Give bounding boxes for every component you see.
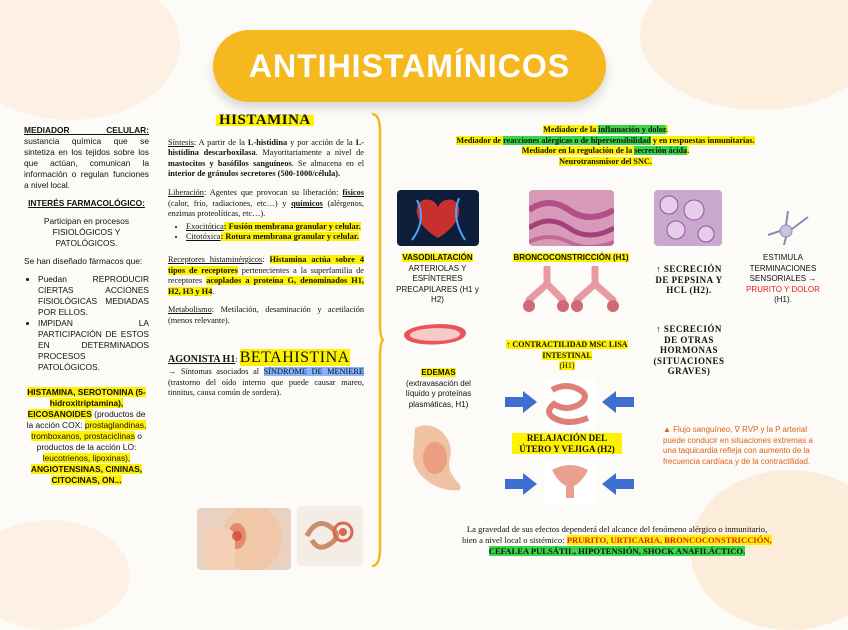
- mediators-1: HISTAMINA, SEROTONINA (5-hidroxitriptamina),: [27, 387, 146, 408]
- receptores-paragraph: [168, 255, 364, 297]
- ear-pain-illustration: [197, 508, 291, 570]
- agonista-paragraph: [168, 367, 364, 399]
- liberacion-text: (alérgenos, enzimas proteolíticas, etc…).: [168, 198, 364, 219]
- page-title: ANTIHISTAMÍNICOS: [248, 47, 571, 84]
- estimula-text: ESTIMULA TERMINACIONES SENSORIALES →: [749, 253, 817, 283]
- agonista-line: [168, 348, 364, 366]
- estimula-caption: [738, 253, 828, 306]
- relajacion-caption: RELAJACIÓN DEL ÚTERO Y VEJIGA (H2): [512, 433, 622, 454]
- histamina-heading: HISTAMINA: [216, 115, 314, 126]
- liberacion-list: [168, 222, 364, 243]
- agonista-text: → Síntomas asociados al: [168, 367, 264, 377]
- mediators-5: o productos de la acción LO:: [36, 431, 142, 452]
- function-line: [522, 146, 689, 155]
- lungs-illustration: [517, 266, 622, 316]
- footer-note: [427, 524, 807, 557]
- bronco-caption: [506, 253, 636, 264]
- heart-illustration: [397, 190, 479, 246]
- mediators-7: ANGIOTENSINAS, CININAS, CITOCINAS, ON...: [30, 464, 143, 485]
- estimula-red: PRURITO Y DOLOR: [746, 284, 820, 294]
- mediators-6: leucotrienos, lipoxinas),: [42, 453, 131, 463]
- title-banner: [213, 30, 606, 102]
- function-highlight: secreción ácida: [634, 146, 688, 155]
- vasodilatacion-title: VASODILATACIÓN: [402, 253, 473, 262]
- intestine-illustration: [544, 380, 596, 428]
- receptores-text: pertenecientes a la superfamilia de receptores: [168, 265, 364, 286]
- functions-box: [413, 125, 798, 167]
- mediador-text: sustancia química que se sintetiza en los tejidos sobre los que actúan, comunican la información o regulan funciones a nivel local.: [24, 136, 149, 190]
- function-text: Mediador de: [456, 135, 504, 145]
- function-text: Mediador de la: [543, 125, 599, 134]
- edemas-caption: [396, 368, 481, 410]
- edemas-title: EDEMAS: [421, 368, 456, 377]
- liberacion-fisicos: físicos: [342, 187, 364, 197]
- sintesis-bold: L-histidina descarboxilasa: [168, 137, 364, 158]
- list-item: • IMPIDAN LA PARTICIPACIÓN DE ESTOS EN DETERMINADOS PROCESOS PATOLÓGICOS.: [38, 318, 149, 373]
- function-text: y en respuestas inmunitarias.: [650, 135, 755, 145]
- receptores-highlight: Histamina actúa sobre 4 tipos de receptores: [168, 254, 364, 275]
- arrow-left-icon: [600, 471, 636, 497]
- function-text: .: [687, 146, 690, 155]
- vasodilatacion-text: ARTERIOLAS Y ESFÍNTERES PRECAPILARES (H1 y H2): [396, 263, 479, 304]
- function-line: Neurotransmisor del SNC.: [559, 156, 652, 166]
- edemas-text: (extravasación del líquido y proteínas plasmáticas, H1): [405, 378, 472, 409]
- contract-caption: [506, 340, 628, 372]
- arrow-right-icon: [503, 389, 539, 415]
- liberacion-label: Liberación: [168, 187, 204, 197]
- liberacion-paragraph: [168, 188, 364, 220]
- uterus-illustration: [544, 462, 596, 504]
- function-text: Mediador en la regulación de la: [521, 146, 635, 155]
- gastric-tissue-image: [654, 190, 722, 246]
- liberacion-text: : Agentes que provocan su liberación:: [203, 187, 343, 197]
- bg-shape-top-right: [640, 0, 848, 110]
- left-column: [24, 125, 149, 493]
- mediador-paragraph: [24, 125, 149, 191]
- mediators-3: (productos de la acción COX:: [26, 409, 146, 430]
- interes-heading: INTERÉS FARMACOLÓGICO:: [28, 198, 145, 208]
- disenado-text: Se han diseñado fármacos que:: [24, 256, 143, 266]
- citotoxica-text: : Rotura membrana granular y celular.: [220, 232, 359, 242]
- citotoxica-label: Citotóxica: [186, 232, 221, 242]
- sintesis-label: Síntesis: [168, 137, 194, 147]
- hormonas-caption: ↑ SECRECIÓN DE OTRAS HORMONAS (SITUACIONES GRAVES): [653, 324, 725, 376]
- arrow-right-icon: [503, 471, 539, 497]
- estimula-h1: (H1).: [774, 295, 792, 304]
- contract-sub: (H1): [559, 361, 575, 370]
- function-highlight: reacciones alérgicas o de hipersensibilidad: [503, 135, 651, 145]
- arrow-left-icon: [600, 389, 636, 415]
- sintesis-paragraph: [168, 138, 364, 180]
- interes-heading-line: [24, 198, 149, 209]
- gastric-illustration: [654, 190, 722, 246]
- function-text: .: [665, 125, 668, 134]
- agonista-text: :: [235, 354, 240, 364]
- list-item: • Puedan REPRODUCIR CIERTAS ACCIONES FISIOLÓGICAS MEDIADAS POR ELLOS.: [38, 274, 149, 318]
- meniere-highlight: SÍNDROME DE MENIERE: [263, 367, 364, 377]
- metabolismo-label: Metabolismo: [168, 305, 212, 315]
- mediators-2: EICOSANOIDES: [27, 409, 92, 419]
- middle-column: [168, 112, 365, 407]
- sintesis-text: . Se almacena en el: [291, 158, 365, 168]
- inner-ear-image: [297, 506, 363, 566]
- sintesis-bold: mastocitos y basófilos sanguíneos: [168, 158, 292, 168]
- footer-green: CEFALEA PULSÁTIL, HIPOTENSIÓN, SHOCK ANAFILÁCTICO.: [488, 546, 746, 556]
- footer-text: bien a nivel local o sistémico:: [462, 535, 567, 545]
- exocitotica-label: Exocitótica: [186, 221, 224, 231]
- function-highlight: inflamación y dolor: [598, 125, 666, 134]
- list-item: [186, 232, 364, 243]
- liberacion-quimicos: químicos: [291, 198, 323, 208]
- interes-text: Participan en procesos FISIOLÓGICOS Y PATOLÓGICOS.: [43, 216, 130, 248]
- blood-vessel-illustration: [398, 315, 472, 355]
- sintesis-bold: L-histidina: [247, 137, 288, 147]
- pepsina-caption: ↑ SECRECIÓN DE PEPSINA Y HCL (H2).: [655, 264, 723, 295]
- mediators-4: prostaglandinas, tromboxanos, prostaciclinas: [31, 420, 147, 441]
- footer-text: La gravedad de sus efectos dependerá del alcance del fenómeno alérgico o inmunitario,: [466, 524, 768, 534]
- list-item: [186, 222, 364, 233]
- function-line: [543, 125, 668, 134]
- sintesis-bold: interior de gránulos secretores (500-1000/célula).: [168, 169, 341, 179]
- contract-title: ↑ CONTRACTILIDAD MSC LISA INTESTINAL: [506, 340, 628, 360]
- neuron-icon: [764, 205, 812, 245]
- metabolismo-text: : Metilación, desaminación y acetilación (menos relevante).: [168, 305, 364, 325]
- farmacos-list: [24, 274, 149, 373]
- heart-image: [397, 190, 479, 246]
- inner-ear-illustration: [297, 506, 363, 566]
- function-line: [456, 136, 754, 145]
- footer-red: PRURITO, URTICARIA, BRONCOCONSTRICCIÓN,: [566, 535, 772, 545]
- liberacion-text: (calor, frío, radiaciones, etc…) y: [168, 198, 292, 208]
- tissue-illustration: [529, 190, 614, 246]
- agonista-text: (trastorno del oído interno que puede causar mareo, tinnitus, causa común de sordera).: [168, 377, 364, 398]
- receptores-label: Receptores histaminérgicos: [168, 254, 263, 264]
- vasodilatacion-caption: [395, 253, 480, 306]
- receptores-text: :: [262, 254, 270, 264]
- mediador-heading: MEDIADOR CELULAR:: [24, 125, 149, 135]
- mediators-paragraph: [24, 387, 149, 486]
- receptores-highlight: acoplados a proteína G, denominados H1, H2, H3 y H4: [168, 276, 364, 296]
- sintesis-text: y por acción de la: [287, 137, 356, 147]
- sintesis-text: . Mayoritariamente a nivel de: [255, 148, 364, 158]
- bg-shape-bottom-left: [0, 520, 130, 630]
- agonista-label: AGONISTA H1: [168, 353, 236, 365]
- ear-pain-image: [197, 508, 291, 570]
- bg-shape-top-left: [0, 0, 180, 120]
- agonista-name: BETAHISTINA: [239, 348, 350, 366]
- receptores-text: .: [212, 286, 215, 296]
- exocitotica-text: : Fusión membrana granular y celular.: [223, 221, 361, 231]
- edema-illustration: [405, 418, 475, 493]
- sintesis-text: : A partir de la: [193, 137, 248, 147]
- metabolismo-paragraph: [168, 305, 364, 326]
- bronchial-tissue-image: [529, 190, 614, 246]
- bronco-title: BRONCOCONSTRICCIÓN (H1): [513, 253, 629, 262]
- flujo-caption: ▲ Flujo sanguíneo, ∇ RVP y la P arterial puede conducir en situaciones extremas a una taquicardia refleja con aumento de la frecuencia cardíaca y de la contractilidad.: [663, 425, 813, 466]
- brace-divider: [370, 112, 384, 568]
